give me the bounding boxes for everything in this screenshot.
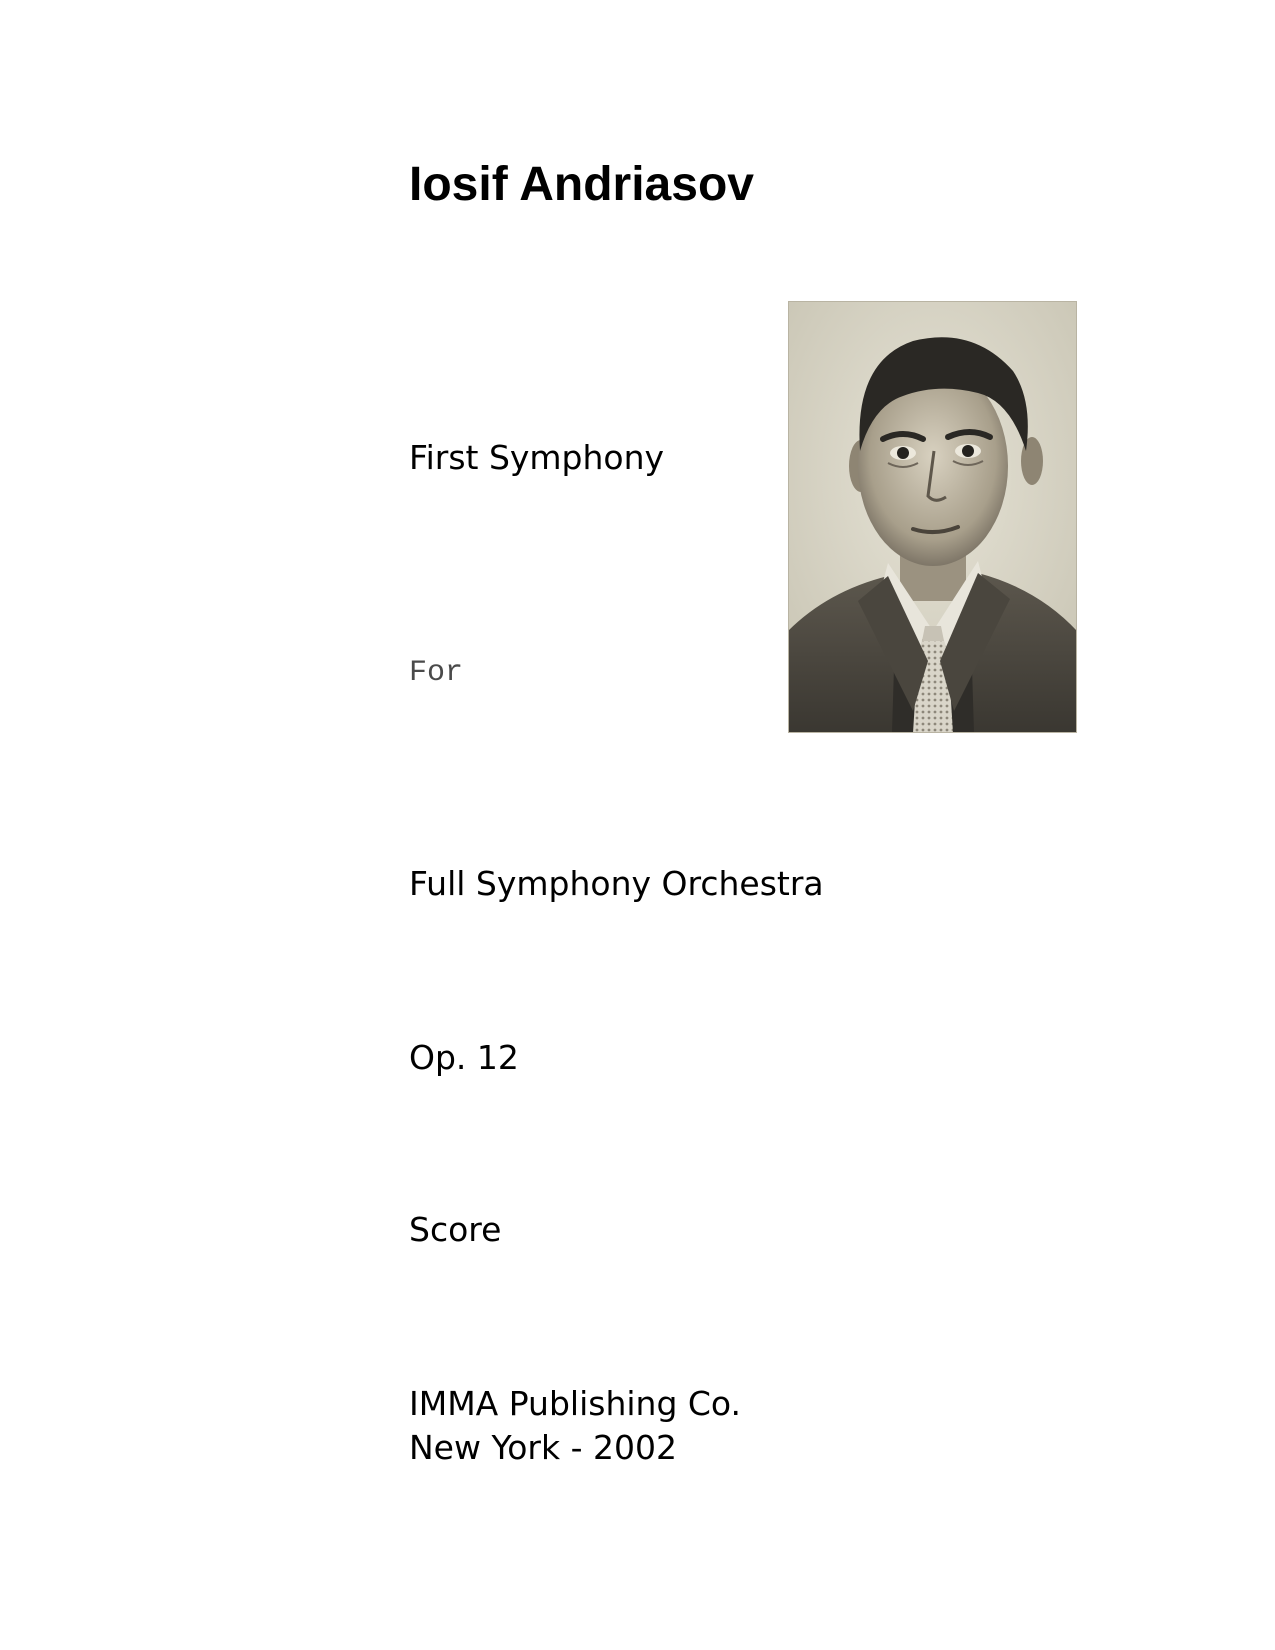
- for-label: For: [409, 656, 464, 690]
- ensemble-label: Full Symphony Orchestra: [409, 864, 824, 903]
- composer-name: Iosif Andriasov: [409, 158, 754, 211]
- publisher-name: IMMA Publishing Co.: [409, 1384, 742, 1423]
- composer-portrait-photo: [788, 301, 1077, 733]
- publication-place-year: New York - 2002: [409, 1428, 677, 1467]
- work-title: First Symphony: [409, 438, 665, 477]
- edition-type: Score: [409, 1210, 502, 1249]
- opus-number: Op. 12: [409, 1038, 519, 1077]
